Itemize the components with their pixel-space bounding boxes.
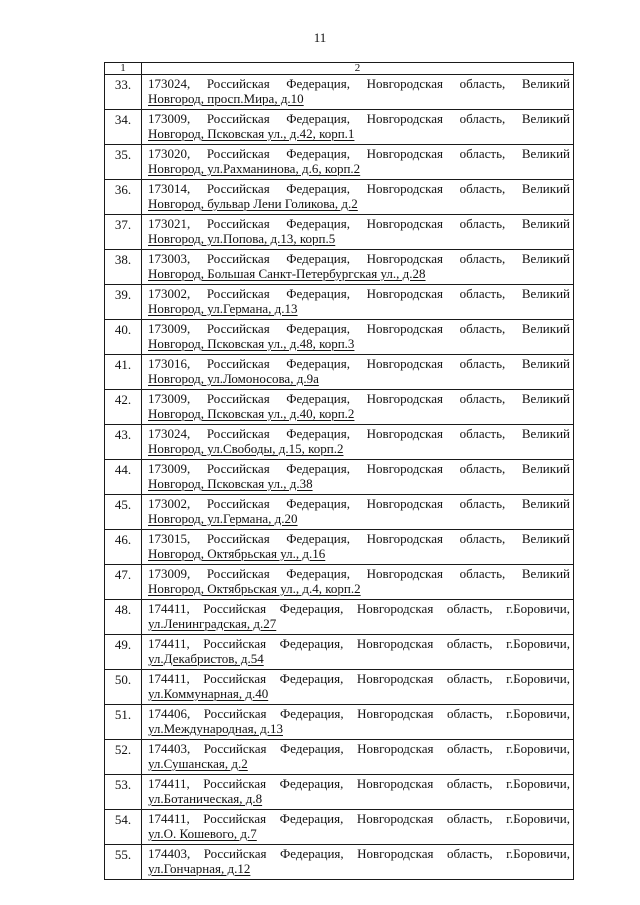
row-number: 44. xyxy=(105,460,142,495)
row-number: 54. xyxy=(105,810,142,845)
address-line-2: Новгород, Октябрьская ул., д.16 xyxy=(148,545,326,561)
table-row xyxy=(105,740,574,775)
table-row xyxy=(105,565,574,600)
page-number: 11 xyxy=(313,30,327,45)
table-row xyxy=(105,285,574,320)
row-number: 52. xyxy=(105,740,142,775)
address-line-1: 173016, Российская Федерация, Новгородская область, Великий xyxy=(148,356,570,371)
address-cell xyxy=(142,740,574,775)
address-line-2: Новгород, ул.Рахманинова, д.6, корп.2 xyxy=(148,160,361,176)
row-number: 33. xyxy=(105,75,142,110)
column-header-address: 2 xyxy=(142,63,574,75)
row-number: 55. xyxy=(105,845,142,880)
address-line-1: 174411, Российская Федерация, Новгородская область, г.Боровичи, xyxy=(148,671,570,686)
address-line-2: Новгород, Псковская ул., д.40, корп.2 xyxy=(148,405,355,421)
address-cell xyxy=(142,215,574,250)
address-line-1: 173009, Российская Федерация, Новгородская область, Великий xyxy=(148,111,570,126)
address-line-2: ул.О. Кошевого, д.7 xyxy=(148,825,257,841)
row-number: 37. xyxy=(105,215,142,250)
address-line-2: Новгород, Псковская ул., д.48, корп.3 xyxy=(148,335,355,351)
address-line-1: 173024, Российская Федерация, Новгородская область, Великий xyxy=(148,76,570,91)
table-row xyxy=(105,75,574,110)
address-line-1: 174411, Российская Федерация, Новгородская область, г.Боровичи, xyxy=(148,601,570,616)
table-body xyxy=(105,75,574,880)
row-number: 48. xyxy=(105,600,142,635)
row-number: 45. xyxy=(105,495,142,530)
address-cell xyxy=(142,565,574,600)
table-row xyxy=(105,600,574,635)
address-line-2: Новгород, Псковская ул., д.42, корп.1 xyxy=(148,125,355,141)
table-row xyxy=(105,530,574,565)
table-row xyxy=(105,180,574,215)
address-line-2: Новгород, просп.Мира, д.10 xyxy=(148,90,304,106)
address-line-1: 173002, Российская Федерация, Новгородская область, Великий xyxy=(148,496,570,511)
address-cell xyxy=(142,705,574,740)
address-line-2: Новгород, ул.Германа, д.20 xyxy=(148,510,298,526)
address-cell xyxy=(142,425,574,460)
table-row xyxy=(105,320,574,355)
address-cell xyxy=(142,670,574,705)
address-line-1: 173009, Российская Федерация, Новгородская область, Великий xyxy=(148,461,570,476)
address-line-2: Новгород, ул.Свободы, д.15, корп.2 xyxy=(148,440,344,456)
address-line-2: Новгород, ул.Попова, д.13, корп.5 xyxy=(148,230,336,246)
address-cell xyxy=(142,390,574,425)
row-number: 39. xyxy=(105,285,142,320)
table-header-row xyxy=(105,63,574,75)
address-cell xyxy=(142,180,574,215)
address-line-2: ул.Декабристов, д.54 xyxy=(148,650,264,666)
table-row xyxy=(105,670,574,705)
address-line-2: ул.Международная, д.13 xyxy=(148,720,283,736)
table-row xyxy=(105,635,574,670)
row-number: 36. xyxy=(105,180,142,215)
column-header-number: 1 xyxy=(105,63,142,75)
address-line-1: 173009, Российская Федерация, Новгородская область, Великий xyxy=(148,391,570,406)
address-cell xyxy=(142,635,574,670)
address-cell xyxy=(142,600,574,635)
address-table xyxy=(104,62,574,880)
address-line-1: 173015, Российская Федерация, Новгородская область, Великий xyxy=(148,531,570,546)
address-cell xyxy=(142,810,574,845)
address-line-2: Новгород, Октябрьская ул., д.4, корп.2 xyxy=(148,580,361,596)
row-number: 42. xyxy=(105,390,142,425)
row-number: 35. xyxy=(105,145,142,180)
address-line-2: ул.Ленинградская, д.27 xyxy=(148,615,277,631)
address-line-1: 174411, Российская Федерация, Новгородская область, г.Боровичи, xyxy=(148,811,570,826)
address-line-1: 173009, Российская Федерация, Новгородская область, Великий xyxy=(148,566,570,581)
table-row xyxy=(105,250,574,285)
row-number: 38. xyxy=(105,250,142,285)
address-line-1: 174411, Российская Федерация, Новгородская область, г.Боровичи, xyxy=(148,636,570,651)
address-line-2: Новгород, ул.Германа, д.13 xyxy=(148,300,298,316)
address-line-1: 173003, Российская Федерация, Новгородская область, Великий xyxy=(148,251,570,266)
table-row xyxy=(105,460,574,495)
address-line-1: 173009, Российская Федерация, Новгородская область, Великий xyxy=(148,321,570,336)
address-line-2: Новгород, ул.Ломоносова, д.9а xyxy=(148,370,319,386)
address-cell xyxy=(142,355,574,390)
row-number: 53. xyxy=(105,775,142,810)
address-cell xyxy=(142,460,574,495)
row-number: 50. xyxy=(105,670,142,705)
address-line-2: ул.Сушанская, д.2 xyxy=(148,755,248,771)
table-row xyxy=(105,845,574,880)
address-cell xyxy=(142,530,574,565)
row-number: 34. xyxy=(105,110,142,145)
address-cell xyxy=(142,775,574,810)
row-number: 47. xyxy=(105,565,142,600)
table-row xyxy=(105,775,574,810)
row-number: 46. xyxy=(105,530,142,565)
address-line-2: Новгород, Псковская ул., д.38 xyxy=(148,475,313,491)
address-line-1: 174411, Российская Федерация, Новгородская область, г.Боровичи, xyxy=(148,776,570,791)
table-row xyxy=(105,110,574,145)
table-row xyxy=(105,355,574,390)
address-line-2: ул.Гончарная, д.12 xyxy=(148,860,251,876)
address-cell xyxy=(142,285,574,320)
address-line-2: ул.Коммунарная, д.40 xyxy=(148,685,269,701)
address-line-1: 173021, Российская Федерация, Новгородская область, Великий xyxy=(148,216,570,231)
address-line-1: 173024, Российская Федерация, Новгородская область, Великий xyxy=(148,426,570,441)
table-row xyxy=(105,495,574,530)
address-line-2: Новгород, Большая Санкт-Петербургская ул., д.28 xyxy=(148,265,426,281)
address-line-1: 174406, Российская Федерация, Новгородская область, г.Боровичи, xyxy=(148,706,570,721)
address-cell xyxy=(142,320,574,355)
address-line-1: 174403, Российская Федерация, Новгородская область, г.Боровичи, xyxy=(148,846,570,861)
address-cell xyxy=(142,250,574,285)
table-row xyxy=(105,145,574,180)
table-row xyxy=(105,425,574,460)
row-number: 49. xyxy=(105,635,142,670)
address-line-1: 173002, Российская Федерация, Новгородская область, Великий xyxy=(148,286,570,301)
address-line-1: 173014, Российская Федерация, Новгородская область, Великий xyxy=(148,181,570,196)
address-cell xyxy=(142,75,574,110)
table-row xyxy=(105,390,574,425)
row-number: 51. xyxy=(105,705,142,740)
address-line-1: 173020, Российская Федерация, Новгородская область, Великий xyxy=(148,146,570,161)
table-row xyxy=(105,215,574,250)
address-cell xyxy=(142,110,574,145)
address-cell xyxy=(142,145,574,180)
table-row xyxy=(105,810,574,845)
address-cell xyxy=(142,495,574,530)
address-line-2: ул.Ботаническая, д.8 xyxy=(148,790,263,806)
address-line-1: 174403, Российская Федерация, Новгородская область, г.Боровичи, xyxy=(148,741,570,756)
row-number: 41. xyxy=(105,355,142,390)
row-number: 43. xyxy=(105,425,142,460)
address-line-2: Новгород, бульвар Лени Голикова, д.2 xyxy=(148,195,358,211)
table-row xyxy=(105,705,574,740)
address-cell xyxy=(142,845,574,880)
row-number: 40. xyxy=(105,320,142,355)
